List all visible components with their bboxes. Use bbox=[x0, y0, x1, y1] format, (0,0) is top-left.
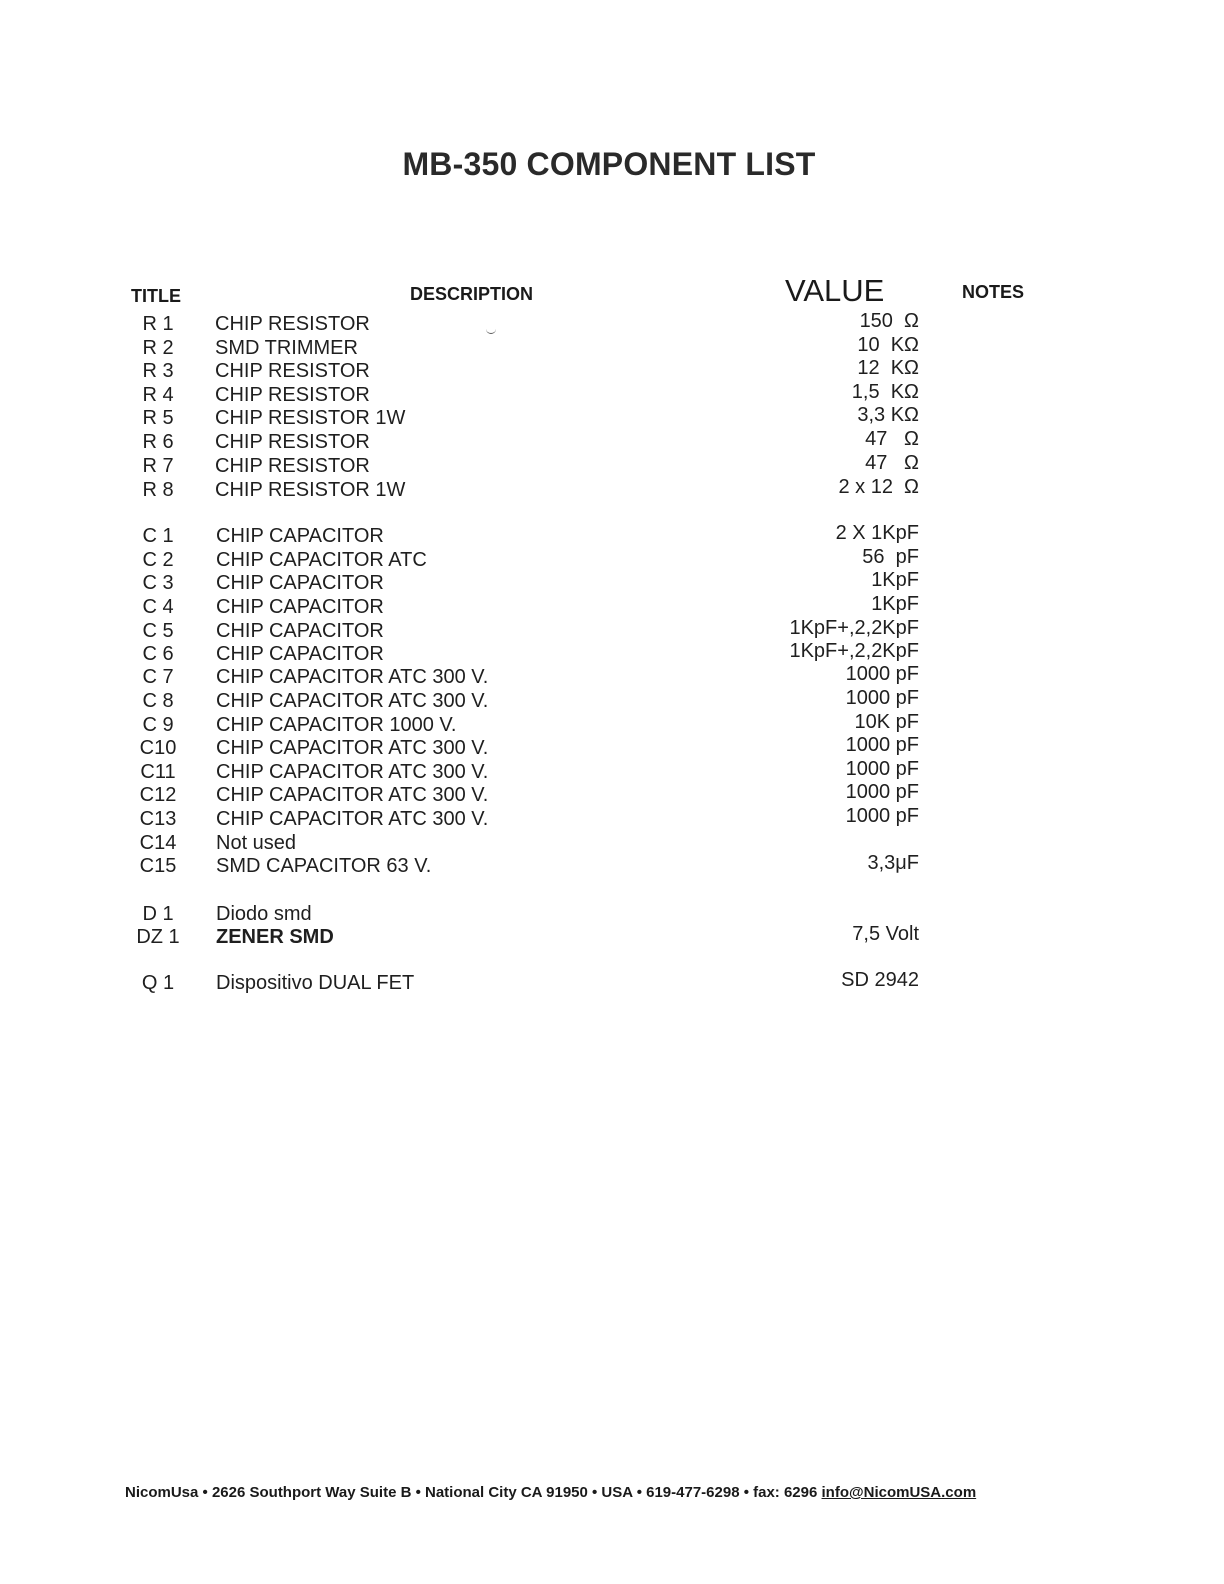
row-ref: R 2 bbox=[142, 337, 174, 359]
row-description: CHIP CAPACITOR 1000 V. bbox=[216, 714, 457, 736]
row-ref: C14 bbox=[139, 832, 177, 854]
row-description: CHIP CAPACITOR bbox=[216, 572, 384, 594]
row-description: CHIP CAPACITOR bbox=[216, 596, 384, 618]
row-ref: C13 bbox=[139, 808, 177, 830]
row-description: CHIP RESISTOR 1W bbox=[215, 479, 406, 501]
row-value: 1KpF+,2,2KpF bbox=[789, 617, 919, 639]
row-value: 1000 pF bbox=[845, 663, 919, 685]
row-ref: C12 bbox=[139, 784, 177, 806]
row-ref: C 4 bbox=[142, 596, 174, 618]
row-ref: C 2 bbox=[142, 549, 174, 571]
row-ref: C 5 bbox=[142, 620, 174, 642]
row-description: Dispositivo DUAL FET bbox=[216, 972, 415, 994]
row-description: SMD CAPACITOR 63 V. bbox=[216, 855, 432, 877]
row-ref: C 3 bbox=[142, 572, 174, 594]
row-value: 150 Ω bbox=[859, 310, 919, 332]
row-description: CHIP CAPACITOR ATC 300 V. bbox=[216, 761, 489, 783]
row-ref: C 7 bbox=[142, 666, 174, 688]
row-description: CHIP RESISTOR 1W bbox=[215, 407, 406, 429]
row-value: 10 KΩ bbox=[857, 334, 919, 356]
row-ref: C 1 bbox=[142, 525, 174, 547]
row-description: Diodo smd bbox=[216, 903, 312, 925]
row-description: CHIP CAPACITOR bbox=[216, 620, 384, 642]
row-value: 1000 pF bbox=[845, 734, 919, 756]
row-description: SMD TRIMMER bbox=[215, 337, 358, 359]
row-value: 1000 pF bbox=[845, 758, 919, 780]
row-ref: C 8 bbox=[142, 690, 174, 712]
footer-address: NicomUsa • 2626 Southport Way Suite B • National City CA 91950 • USA • 619-477-6298 • fax: 6296 bbox=[125, 1484, 822, 1501]
row-ref: R 6 bbox=[142, 431, 174, 453]
row-value: 47 Ω bbox=[865, 428, 919, 450]
row-ref: R 1 bbox=[142, 313, 174, 335]
row-description: CHIP CAPACITOR ATC 300 V. bbox=[216, 666, 489, 688]
row-ref: DZ 1 bbox=[136, 926, 180, 948]
row-ref: C11 bbox=[140, 761, 176, 783]
row-ref: R 3 bbox=[142, 360, 174, 382]
row-value: 12 KΩ bbox=[857, 357, 919, 379]
row-description: CHIP CAPACITOR ATC bbox=[216, 549, 427, 571]
row-description: CHIP RESISTOR bbox=[215, 431, 370, 453]
row-value: 1KpF bbox=[871, 593, 919, 615]
row-ref: C 6 bbox=[142, 643, 174, 665]
header-notes: NOTES bbox=[962, 282, 1025, 302]
row-ref: R 4 bbox=[142, 384, 174, 406]
row-description: Not used bbox=[216, 832, 297, 854]
row-description: CHIP RESISTOR bbox=[215, 455, 370, 477]
row-value: 3,3μF bbox=[867, 852, 919, 874]
row-ref: D 1 bbox=[142, 903, 174, 925]
row-ref: R 7 bbox=[142, 455, 174, 477]
row-description: CHIP CAPACITOR bbox=[216, 525, 384, 547]
row-ref: C 9 bbox=[142, 714, 174, 736]
row-value: 56 pF bbox=[862, 546, 919, 568]
row-description: CHIP CAPACITOR bbox=[216, 643, 384, 665]
footer-email-link[interactable]: info@NicomUSA.com bbox=[821, 1484, 977, 1501]
row-ref: R 8 bbox=[142, 479, 174, 501]
row-description: ZENER SMD bbox=[216, 926, 334, 948]
row-value: 1000 pF bbox=[845, 687, 919, 709]
row-value: 47 Ω bbox=[865, 452, 919, 474]
row-ref: R 5 bbox=[142, 407, 174, 429]
row-ref: C10 bbox=[139, 737, 177, 759]
row-ref: C15 bbox=[139, 855, 177, 877]
row-value: 2 X 1KpF bbox=[835, 522, 919, 544]
header-value: VALUE bbox=[785, 273, 885, 308]
pen-mark bbox=[486, 329, 496, 334]
footer bbox=[125, 1484, 976, 1501]
row-description: CHIP CAPACITOR ATC 300 V. bbox=[216, 737, 489, 759]
row-value: 1KpF bbox=[871, 569, 919, 591]
row-value: 1000 pF bbox=[845, 805, 919, 827]
row-description: CHIP CAPACITOR ATC 300 V. bbox=[216, 808, 489, 830]
row-description: CHIP RESISTOR bbox=[215, 313, 370, 335]
row-value: 3,3 KΩ bbox=[857, 404, 919, 426]
row-value: SD 2942 bbox=[841, 969, 919, 991]
row-description: CHIP RESISTOR bbox=[215, 360, 370, 382]
row-description: CHIP CAPACITOR ATC 300 V. bbox=[216, 690, 489, 712]
row-description: CHIP RESISTOR bbox=[215, 384, 370, 406]
row-description: CHIP CAPACITOR ATC 300 V. bbox=[216, 784, 489, 806]
row-value: 1000 pF bbox=[845, 781, 919, 803]
document-title: MB-350 COMPONENT LIST bbox=[402, 146, 816, 182]
row-value: 7,5 Volt bbox=[852, 923, 919, 945]
row-value: 1,5 KΩ bbox=[851, 381, 919, 403]
row-value: 2 x 12 Ω bbox=[838, 476, 919, 498]
header-title: TITLE bbox=[131, 286, 181, 306]
header-description: DESCRIPTION bbox=[410, 284, 534, 304]
row-ref: Q 1 bbox=[141, 972, 175, 994]
row-value: 1KpF+,2,2KpF bbox=[789, 640, 919, 662]
row-value: 10K pF bbox=[854, 711, 919, 733]
